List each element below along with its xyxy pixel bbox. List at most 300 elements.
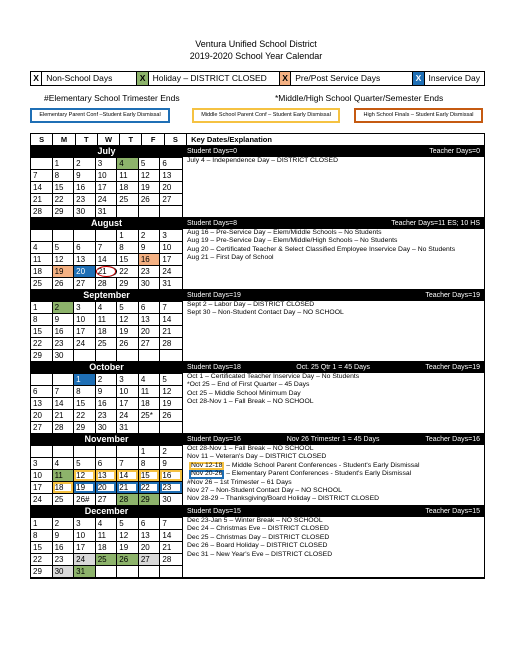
day-cell: 7 <box>31 170 53 181</box>
day-cell <box>139 350 161 361</box>
day-cell: 9 <box>139 242 161 253</box>
day-cell: 16 <box>160 470 182 481</box>
day-cell: 13 <box>31 398 53 409</box>
month-block <box>31 362 484 434</box>
day-cell <box>139 566 161 577</box>
week-row <box>31 265 182 277</box>
middle-high-quarter-note: *Middle/High School Quarter/Semester Ends <box>275 93 444 103</box>
day-cell: 1 <box>117 230 139 241</box>
day-cell: 16 <box>139 254 161 265</box>
week-row <box>31 241 182 253</box>
month-name: August <box>31 218 182 229</box>
day-cell: 29 <box>74 422 96 433</box>
day-cell: 23 <box>53 338 75 349</box>
student-days: Student Days=15 <box>187 508 241 515</box>
day-cell: 18 <box>139 398 161 409</box>
day-cell: 19 <box>74 482 96 493</box>
day-cell: 17 <box>96 182 118 193</box>
day-cell: 31 <box>162 279 172 288</box>
period-days-note: Oct. 25 Qtr 1 = 45 Days <box>296 364 370 371</box>
week-row <box>31 301 182 313</box>
day-cell <box>96 350 118 361</box>
key-dates-panel <box>183 506 484 577</box>
week-row <box>31 541 182 553</box>
day-cell: 1 <box>53 158 75 169</box>
month-summary-bar <box>183 434 484 445</box>
key-dates-panel <box>183 362 484 433</box>
day-cell: 31 <box>96 206 118 217</box>
day-cell: 30 <box>74 206 96 217</box>
week-row <box>31 169 182 181</box>
week-row <box>31 205 182 217</box>
day-cell: 9 <box>162 459 167 468</box>
month-name: July <box>31 146 182 157</box>
day-cell: 11 <box>31 254 53 265</box>
day-cell: 28 <box>31 206 53 217</box>
day-cell: 25 <box>96 338 118 349</box>
day-cell: 25* <box>139 410 161 421</box>
key-date-line: *Oct 25 – End of First Quarter – 45 Days <box>187 381 310 389</box>
day-cell: 5 <box>162 375 167 384</box>
week-row <box>31 325 182 337</box>
period-days-note: Nov 26 Trimester 1 = 45 Days <box>286 436 380 443</box>
day-cell: 26 <box>139 194 161 205</box>
day-cell: 15 <box>31 326 53 337</box>
week-row <box>31 229 182 241</box>
day-cell: 29 <box>53 206 75 217</box>
elementary-parent-conf-box: Elementary Parent Conf –Student Early Dismissal <box>30 108 170 123</box>
day-cell: 27 <box>74 278 96 289</box>
calendar-grid <box>30 133 485 579</box>
month-block <box>31 218 484 290</box>
week-row <box>31 517 182 529</box>
day-cell: 4 <box>139 374 161 385</box>
teacher-days: Teacher Days=15 <box>425 508 480 515</box>
day-cell: 22 <box>53 194 75 205</box>
day-cell: 13 <box>162 171 172 180</box>
day-cell: 14 <box>162 315 172 324</box>
month-summary-bar <box>183 290 484 301</box>
student-days: Student Days=19 <box>187 292 241 299</box>
key-dates-panel <box>183 146 484 217</box>
day-cell: 13 <box>96 470 118 481</box>
day-cell: 7 <box>162 519 167 528</box>
day-cell: 20 <box>96 482 118 493</box>
month-summary-bar <box>183 362 484 373</box>
key-date-line: Aug 20 – Certificated Teacher & Select Classified Employee Inservice Day – No Students <box>187 245 456 253</box>
key-date-line <box>183 470 484 478</box>
weekday-header-row <box>31 134 484 146</box>
day-cell: 2 <box>139 230 161 241</box>
day-cell: 19 <box>117 542 139 553</box>
weekday-header: S <box>31 134 53 145</box>
day-cell: 5 <box>53 242 75 253</box>
legend-mark: X <box>137 72 148 85</box>
calendar-year-title: 2019-2020 School Year Calendar <box>189 51 323 61</box>
day-cell: 11 <box>117 170 139 181</box>
month-block <box>31 146 484 218</box>
conference-date-box: Nov 12-18 <box>191 461 223 469</box>
day-cell: 16 <box>53 542 75 553</box>
middle-school-parent-conf-box: Middle School Parent Conf – Student Early Dismissal <box>192 108 340 123</box>
day-cell <box>160 350 182 361</box>
month-calendar <box>31 362 183 433</box>
month-calendar <box>31 434 183 505</box>
day-cell: 7 <box>53 386 75 397</box>
day-cell: 26 <box>117 338 139 349</box>
key-date-line: Dec 24 – Christmas Eve – DISTRICT CLOSED <box>187 525 329 533</box>
day-cell: 24 <box>74 554 96 565</box>
key-date-line: Oct 25 – Middle School Minimum Day <box>187 389 301 397</box>
student-days: Student Days=18 <box>187 364 241 371</box>
student-days: Student Days=8 <box>187 220 238 227</box>
day-cell <box>139 206 161 217</box>
legend-bar <box>30 71 485 86</box>
day-cell: 4 <box>31 242 53 253</box>
day-cell: 11 <box>53 470 75 481</box>
day-cell <box>117 446 139 457</box>
day-cell: 14 <box>162 531 172 540</box>
day-cell: 11 <box>96 314 118 325</box>
day-cell: 28 <box>162 339 172 348</box>
day-cell: 2 <box>162 447 167 456</box>
week-row <box>31 469 182 481</box>
day-cell: 13 <box>74 254 96 265</box>
weekday-header: T <box>76 134 98 145</box>
key-date-line: Aug 21 – First Day of School <box>187 254 274 262</box>
week-row <box>31 565 182 577</box>
day-cell <box>31 158 53 169</box>
month-name: November <box>31 434 182 445</box>
day-cell: 27 <box>162 195 172 204</box>
day-cell: 10 <box>117 386 139 397</box>
week-row <box>31 421 182 433</box>
day-cell: 12 <box>117 314 139 325</box>
day-cell: 25 <box>96 554 118 565</box>
day-cell: 25 <box>53 494 75 505</box>
week-row <box>31 397 182 409</box>
day-cell: 9 <box>53 314 75 325</box>
legend-mark: X <box>280 72 291 85</box>
day-cell: 11 <box>96 530 118 541</box>
day-cell: 22 <box>139 482 161 493</box>
month-calendar <box>31 146 183 217</box>
week-row <box>31 553 182 565</box>
teacher-days: Teacher Days=19 <box>425 292 480 299</box>
day-cell: 19 <box>139 182 161 193</box>
day-cell: 1 <box>31 302 53 313</box>
day-cell: 20 <box>31 410 53 421</box>
day-cell: 10 <box>162 243 172 252</box>
day-cell: 21 <box>117 482 139 493</box>
week-row <box>31 493 182 505</box>
day-cell: 10 <box>96 170 118 181</box>
day-cell <box>117 566 139 577</box>
day-cell <box>31 446 53 457</box>
day-cell: 18 <box>96 542 118 553</box>
day-cell: 21 <box>162 543 172 552</box>
month-summary-bar <box>183 218 484 229</box>
day-cell: 4 <box>117 158 139 169</box>
day-cell: 30 <box>139 278 161 289</box>
key-dates-header: Key Dates/Explanation <box>191 135 272 144</box>
key-date-line: Nov 11 – Veteran's Day – DISTRICT CLOSED <box>187 453 327 461</box>
week-row <box>31 373 182 385</box>
day-cell: 7 <box>162 303 167 312</box>
day-cell: 22 <box>31 338 53 349</box>
day-cell: 28 <box>53 422 75 433</box>
day-cell <box>31 230 53 241</box>
day-cell: 29 <box>139 494 161 505</box>
legend-label: Non-School Days <box>42 72 137 85</box>
key-date-line: Dec 23-Jan 5 – Winter Break – NO SCHOOL <box>187 517 323 524</box>
elementary-trimester-note: #Elementary School Trimester Ends <box>44 93 180 103</box>
day-cell <box>53 374 75 385</box>
day-cell: 23 <box>139 266 161 277</box>
week-row <box>31 193 182 205</box>
day-cell: 19 <box>162 399 172 408</box>
day-cell: 4 <box>96 518 118 529</box>
day-cell: 1 <box>74 374 96 385</box>
day-cell: 23 <box>96 410 118 421</box>
teacher-days: Teacher Days=11 ES; 10 HS <box>391 220 480 227</box>
month-block <box>31 506 484 578</box>
day-cell <box>160 566 182 577</box>
day-cell: 24 <box>117 410 139 421</box>
teacher-days: Teacher Days=16 <box>425 436 480 443</box>
key-date-line: Dec 25 – Christmas Day – DISTRICT CLOSED <box>187 533 330 541</box>
day-cell: 3 <box>162 231 167 240</box>
day-cell: 17 <box>74 326 96 337</box>
day-cell: 22 <box>31 554 53 565</box>
week-row <box>31 313 182 325</box>
day-cell: 15 <box>117 254 139 265</box>
day-cell: 30 <box>53 566 75 577</box>
day-cell: 2 <box>96 374 118 385</box>
day-cell: 15 <box>74 398 96 409</box>
day-cell: 19 <box>117 326 139 337</box>
week-row <box>31 481 182 493</box>
day-cell: 30 <box>96 422 118 433</box>
teacher-days: Teacher Days=19 <box>425 364 480 371</box>
day-cell: 3 <box>117 374 139 385</box>
high-school-finals-box: High School Finals – Student Early Dismissal <box>354 108 483 123</box>
day-cell <box>74 230 96 241</box>
day-cell: 24 <box>74 338 96 349</box>
day-cell: 21 <box>31 194 53 205</box>
day-cell: 2 <box>53 302 75 313</box>
day-cell: 29 <box>31 350 53 361</box>
day-cell: 23 <box>53 554 75 565</box>
week-row <box>31 529 182 541</box>
teacher-days: Teacher Days=0 <box>429 148 480 155</box>
day-cell: 16 <box>74 182 96 193</box>
key-date-line: Dec 31 – New Year's Eve – DISTRICT CLOSED <box>187 550 333 558</box>
day-cell: 5 <box>117 302 139 313</box>
day-cell: 28 <box>162 555 172 564</box>
day-cell <box>96 446 118 457</box>
day-cell: 22 <box>117 266 139 277</box>
conference-description: – Middle School Parent Conferences - Student's Early Dismissal <box>224 461 420 469</box>
day-cell: 29 <box>31 566 53 577</box>
day-cell: 24 <box>162 267 172 276</box>
day-cell: 16 <box>96 398 118 409</box>
day-cell: 10 <box>74 530 96 541</box>
day-cell <box>139 422 161 433</box>
day-cell: 2 <box>53 518 75 529</box>
day-cell: 18 <box>117 182 139 193</box>
day-cell: 5 <box>139 158 161 169</box>
day-cell: 12 <box>53 254 75 265</box>
day-cell: 9 <box>74 170 96 181</box>
day-cell <box>74 446 96 457</box>
day-cell: 26 <box>162 411 172 420</box>
day-cell: 21 <box>162 327 172 336</box>
month-name: December <box>31 506 182 517</box>
day-cell: 18 <box>31 266 53 277</box>
day-cell: 14 <box>31 182 53 193</box>
weekday-header: M <box>53 134 75 145</box>
day-cell <box>160 206 182 217</box>
day-cell: 12 <box>139 170 161 181</box>
day-cell: 15 <box>139 470 161 481</box>
week-row <box>31 277 182 289</box>
day-cell: 22 <box>74 410 96 421</box>
conference-date-box: Nov 20-26 <box>191 470 223 478</box>
month-calendar <box>31 290 183 361</box>
key-date-line: #Nov 26 – 1st Trimester – 61 Days <box>187 478 292 486</box>
day-cell: 16 <box>53 326 75 337</box>
key-dates-panel <box>183 290 484 361</box>
day-cell <box>31 374 53 385</box>
day-cell: 1 <box>139 446 161 457</box>
day-cell <box>74 350 96 361</box>
day-cell: 8 <box>117 242 139 253</box>
key-date-line: Dec 26 – Board Holiday – DISTRICT CLOSED <box>187 542 328 550</box>
month-calendar <box>31 506 183 577</box>
day-cell: 15 <box>53 182 75 193</box>
day-cell: 27 <box>139 554 161 565</box>
key-date-line: Oct 28-Nov 1 – Fall Break – NO SCHOOL <box>187 398 314 406</box>
day-cell <box>117 206 139 217</box>
day-cell <box>53 446 75 457</box>
day-cell: 26# <box>74 494 96 505</box>
day-cell: 17 <box>117 398 139 409</box>
key-date-line: Sept 2 – Labor Day – DISTRICT CLOSED <box>187 301 315 308</box>
day-cell: 28 <box>96 278 118 289</box>
day-cell: 19 <box>53 266 75 277</box>
legend-label: Pre/Post Service Days <box>291 72 413 85</box>
day-cell: 12 <box>162 387 172 396</box>
month-summary-bar <box>183 506 484 517</box>
day-cell: 17 <box>31 482 53 493</box>
day-cell <box>96 230 118 241</box>
day-cell: 31 <box>117 422 139 433</box>
day-cell: 18 <box>96 326 118 337</box>
day-cell: 10 <box>31 470 53 481</box>
day-cell: 3 <box>74 518 96 529</box>
day-cell: 23 <box>160 482 182 493</box>
day-cell: 24 <box>96 194 118 205</box>
day-cell: 14 <box>96 254 118 265</box>
district-title: Ventura Unified School District <box>195 39 317 49</box>
month-calendar <box>31 218 183 289</box>
day-cell: 14 <box>53 398 75 409</box>
day-cell: 27 <box>31 422 53 433</box>
key-date-line: Aug 16 – Pre-Service Day – Elem/Middle Schools – No Students <box>187 229 382 236</box>
weekday-header: W <box>98 134 120 145</box>
day-cell: 8 <box>53 170 75 181</box>
key-dates-panel <box>183 218 484 289</box>
day-cell: 6 <box>139 302 161 313</box>
day-cell: 7 <box>96 242 118 253</box>
weekday-header: S <box>165 134 187 145</box>
day-cell: 8 <box>31 314 53 325</box>
day-cell: 21 <box>53 410 75 421</box>
legend-mark: X <box>413 72 424 85</box>
day-cell: 4 <box>53 458 75 469</box>
day-cell: 6 <box>96 458 118 469</box>
day-cell: 21 <box>96 266 118 277</box>
day-cell: 26 <box>53 278 75 289</box>
day-cell: 26 <box>117 554 139 565</box>
day-cell: 14 <box>117 470 139 481</box>
day-cell: 17 <box>162 255 172 264</box>
day-cell: 27 <box>139 338 161 349</box>
day-cell: 12 <box>117 530 139 541</box>
day-cell: 30 <box>53 350 75 361</box>
day-cell: 2 <box>74 158 96 169</box>
day-cell: 6 <box>31 386 53 397</box>
legend-label: Holiday – DISTRICT CLOSED <box>149 72 280 85</box>
key-date-line: Oct 1 – Certificated Teacher Inservice Day – No Students <box>187 373 360 380</box>
day-cell: 5 <box>74 458 96 469</box>
day-cell: 25 <box>117 194 139 205</box>
key-dates-panel <box>183 434 484 505</box>
conference-description: – Elementary Parent Conferences - Student's Early Dismissal <box>224 470 412 478</box>
legend-label: Inservice Day <box>428 73 481 83</box>
day-cell: 1 <box>31 518 53 529</box>
day-cell: 23 <box>74 194 96 205</box>
week-row <box>31 253 182 265</box>
day-cell: 25 <box>31 278 53 289</box>
key-date-line: July 4 – Independence Day – DISTRICT CLOSED <box>187 157 338 164</box>
day-cell: 28 <box>117 494 139 505</box>
key-date-line: Nov 28-29 – Thanksgiving/Board Holiday – DISTRICT CLOSED <box>187 495 380 503</box>
day-cell: 18 <box>53 482 75 493</box>
day-cell: 6 <box>162 159 167 168</box>
day-cell: 11 <box>139 386 161 397</box>
week-row <box>31 157 182 169</box>
day-cell: 13 <box>139 530 161 541</box>
day-cell: 9 <box>53 530 75 541</box>
day-cell: 20 <box>139 326 161 337</box>
day-cell: 30 <box>162 495 172 504</box>
day-cell: 6 <box>139 518 161 529</box>
week-row <box>31 181 182 193</box>
key-date-line: Aug 19 – Pre-Service Day – Elem/Middle/High Schools – No Students <box>187 237 398 245</box>
key-date-line: Nov 27 – Non-Student Contact Day – NO SCHOOL <box>187 487 342 495</box>
week-row <box>31 337 182 349</box>
weekday-header: F <box>142 134 164 145</box>
day-cell: 12 <box>74 470 96 481</box>
day-cell: 4 <box>96 302 118 313</box>
day-cell: 29 <box>117 278 139 289</box>
student-days: Student Days=0 <box>187 148 238 155</box>
key-date-line <box>183 462 484 470</box>
month-summary-bar <box>183 146 484 157</box>
day-cell <box>117 350 139 361</box>
